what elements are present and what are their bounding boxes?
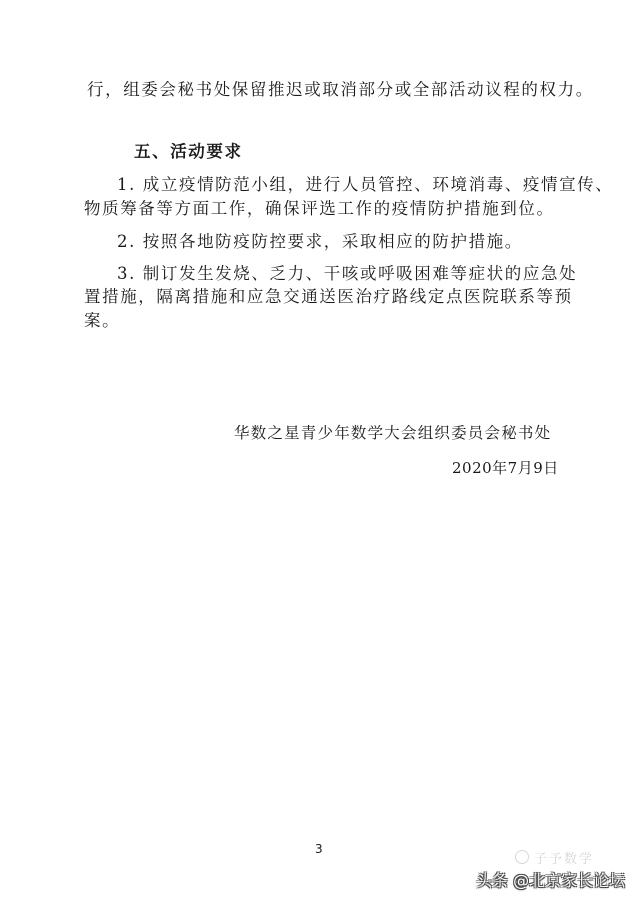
signature: 华数之星青少年数学大会组织委员会秘书处 (234, 424, 552, 442)
item-3-line-3: 案。 (84, 311, 121, 330)
item-1-line-1: 1. 成立疫情防范小组，进行人员管控、环境消毒、疫情宣传、 (117, 175, 614, 194)
section-heading: 五、活动要求 (134, 142, 243, 161)
watermark-faint-text: 子予数学 (534, 852, 595, 867)
watermark-main: 头条 @北京家长论坛 (476, 871, 626, 890)
item-3-line-2: 置措施，隔离措施和应急交通送医治疗路线定点医院联系等预 (84, 287, 573, 306)
item-2-line-1: 2. 按照各地防疫防控要求，采取相应的防护措施。 (117, 232, 523, 251)
watermark-faint-icon (515, 850, 529, 864)
item-3-line-1: 3. 制订发生发烧、乏力、干咳或呼吸困难等症状的应急处 (117, 264, 578, 283)
page-number: 3 (315, 842, 323, 856)
date: 2020年7月9日 (452, 459, 559, 477)
continuation-line: 行，组委会秘书处保留推迟或取消部分或全部活动议程的权力。 (87, 80, 594, 99)
item-1-line-2: 物质筹备等方面工作，确保评选工作的疫情防护措施到位。 (84, 199, 555, 218)
